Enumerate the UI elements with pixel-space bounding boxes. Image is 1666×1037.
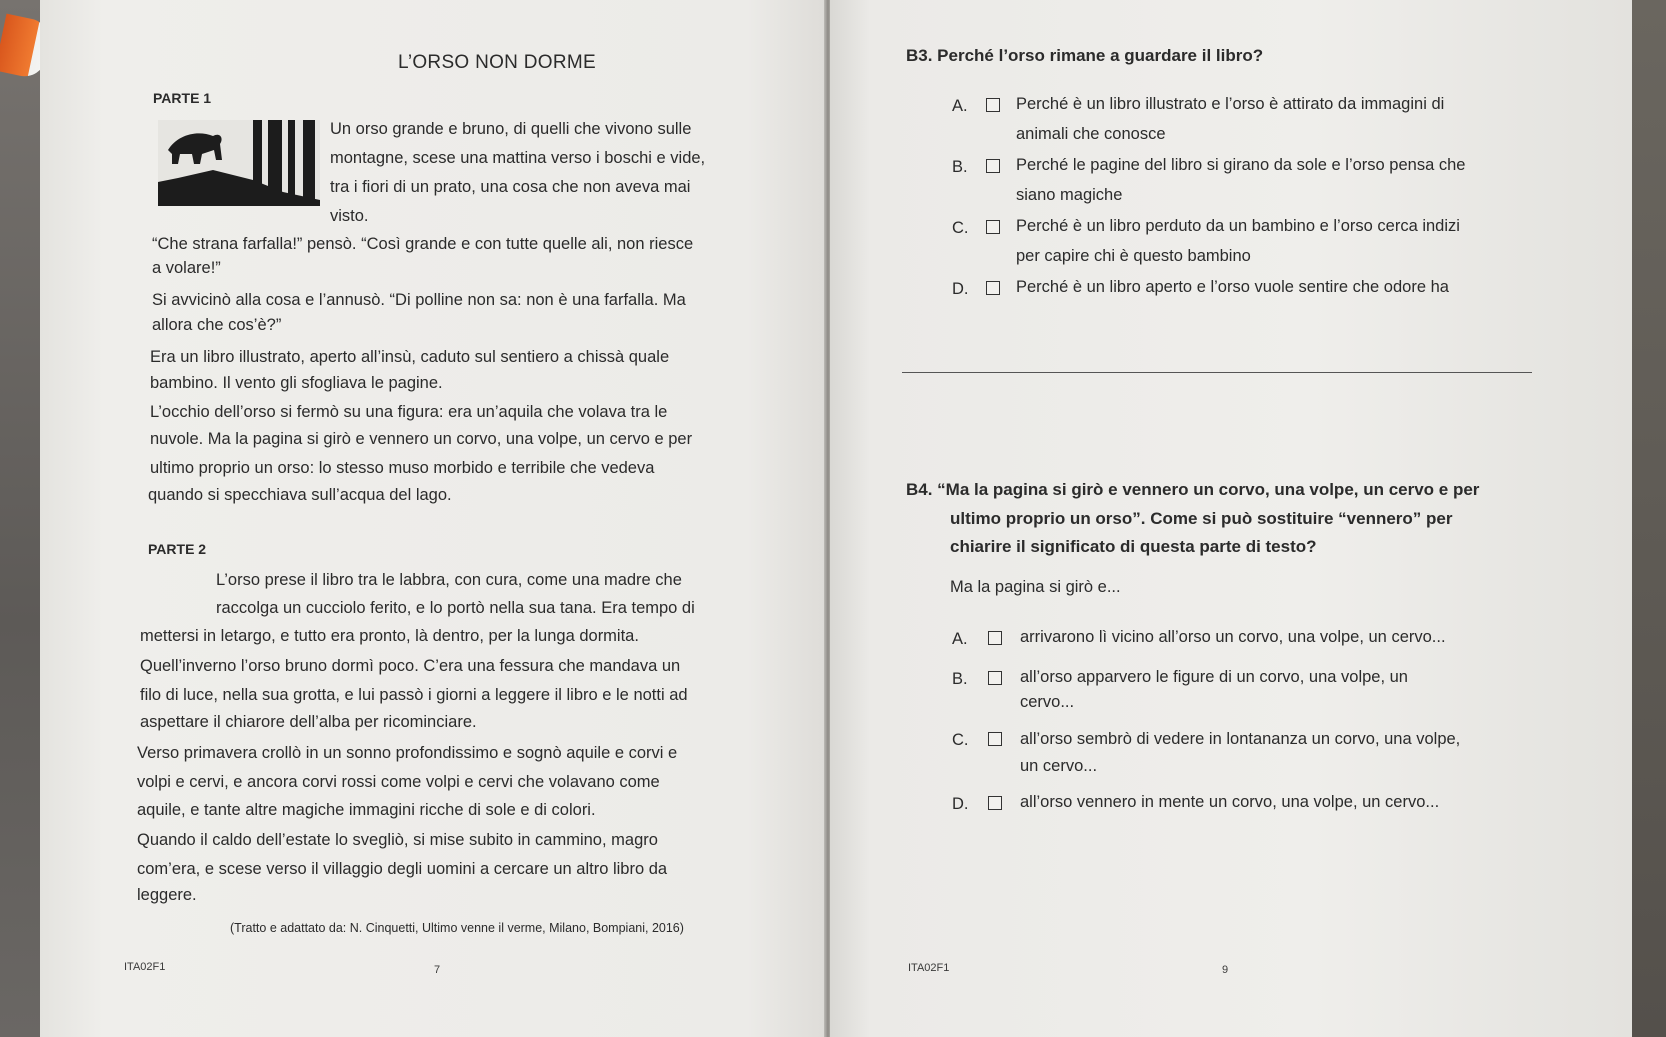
part1-line: bambino. Il vento gli sfogliava le pagine. <box>150 374 443 392</box>
b4-option-text: all’orso vennero in mente un corvo, una volpe, un cervo... <box>1020 793 1440 811</box>
part1-line: a volare!” <box>152 259 221 277</box>
part1-line: nuvole. Ma la pagina si girò e vennero un corvo, una volpe, un cervo e per <box>150 430 693 448</box>
b4-option-c-checkbox[interactable] <box>988 732 1002 746</box>
part2-line: raccolga un cucciolo ferito, e lo portò nella sua tana. Era tempo di <box>216 599 695 617</box>
part2-line: com’era, e scese verso il villaggio degli uomini a cercare un altro libro da <box>137 860 668 878</box>
question-b4: chiarire il significato di questa parte di testo? <box>950 537 1317 556</box>
part1-line: montagne, scese una mattina verso i boschi e vide, <box>330 149 706 167</box>
source-citation: (Tratto e adattato da: N. Cinquetti, Ultimo venne il verme, Milano, Bompiani, 2016) <box>230 921 684 935</box>
part1-line: quando si specchiava sull’acqua del lago. <box>148 486 452 504</box>
bear-forest-image <box>158 120 320 206</box>
b3-option-text: siano magiche <box>1016 186 1123 204</box>
part2-line: filo di luce, nella sua grotta, e lui passò i giorni a leggere il libro e le notti ad <box>140 686 688 704</box>
part1-line: Era un libro illustrato, aperto all’insù, caduto sul sentiero a chissà quale <box>150 348 670 366</box>
part1-line: visto. <box>330 207 369 225</box>
b3-option-c-checkbox[interactable] <box>986 220 1000 234</box>
part2-line: Quell’inverno l’orso bruno dormì poco. C’era una fessura che mandava un <box>140 657 681 675</box>
b4-option-letter: B. <box>952 670 968 688</box>
b3-option-text: Perché è un libro aperto e l’orso vuole sentire che odore ha <box>1016 278 1449 296</box>
question-b4: B4. “Ma la pagina si girò e vennero un corvo, una volpe, un cervo e per <box>906 480 1480 499</box>
b3-option-text: per capire chi è questo bambino <box>1016 247 1251 265</box>
story-title: L’ORSO NON DORME <box>398 52 596 73</box>
part1-line: L’occhio dell’orso si fermò su una figura: era un’aquila che volava tra le <box>150 403 668 421</box>
b4-option-letter: A. <box>952 630 968 648</box>
b3-option-b-checkbox[interactable] <box>986 159 1000 173</box>
b4-option-text: all’orso apparvero le figure di un corvo, una volpe, un <box>1020 668 1408 686</box>
b3-option-d-checkbox[interactable] <box>986 281 1000 295</box>
part2-label: PARTE 2 <box>148 541 207 557</box>
b3-option-letter: C. <box>952 219 969 237</box>
part1-line: “Che strana farfalla!” pensò. “Così grande e con tutte quelle ali, non riesce <box>152 235 694 253</box>
b3-option-text: Perché è un libro perduto da un bambino e l’orso cerca indizi <box>1016 217 1460 235</box>
b3-option-letter: D. <box>952 280 969 298</box>
b4-option-text: arrivarono lì vicino all’orso un corvo, una volpe, un cervo... <box>1020 628 1446 646</box>
part2-line: leggere. <box>137 886 197 904</box>
b4-option-text: cervo... <box>1020 693 1075 711</box>
part2-line: Verso primavera crollò in un sonno profondissimo e sognò aquile e corvi e <box>137 744 678 762</box>
page-number-left: 7 <box>434 964 441 976</box>
part2-line: mettersi in letargo, e tutto era pronto, là dentro, per la lunga dormita. <box>140 627 639 645</box>
b3-option-text: Perché è un libro illustrato e l’orso è attirato da immagini di <box>1016 95 1445 113</box>
part1-label: PARTE 1 <box>153 90 212 106</box>
divider-line <box>902 372 1532 373</box>
b4-option-letter: D. <box>952 795 969 813</box>
part1-line: tra i fiori di un prato, una cosa che non aveva mai <box>330 178 691 196</box>
part1-line: Si avvicinò alla cosa e l’annusò. “Di polline non sa: non è una farfalla. Ma <box>152 291 686 309</box>
part2-line: aspettare il chiarore dell’alba per ricominciare. <box>140 713 477 731</box>
page-number-right: 9 <box>1222 964 1229 976</box>
part2-line: Quando il caldo dell’estate lo svegliò, si mise subito in cammino, magro <box>137 831 658 849</box>
part2-line: volpi e cervi, e ancora corvi rossi come volpi e cervi che volavano come <box>137 773 660 791</box>
b4-option-text: un cervo... <box>1020 757 1098 775</box>
b4-option-b-checkbox[interactable] <box>988 671 1002 685</box>
b4-option-letter: C. <box>952 731 969 749</box>
part2-line: L’orso prese il libro tra le labbra, con cura, come una madre che <box>216 571 682 589</box>
question-b4: ultimo proprio un orso”. Come si può sostituire “vennero” per <box>950 509 1453 528</box>
b3-option-letter: B. <box>952 158 968 176</box>
b3-option-letter: A. <box>952 97 968 115</box>
part1-line: Un orso grande e bruno, di quelli che vivono sulle <box>330 120 692 138</box>
question-b3: B3. Perché l’orso rimane a guardare il libro? <box>906 46 1264 65</box>
b3-option-text: Perché le pagine del libro si girano da sole e l’orso pensa che <box>1016 156 1466 174</box>
footer-code-left: ITA02F1 <box>124 961 166 973</box>
b4-stem: Ma la pagina si girò e... <box>950 578 1121 596</box>
b4-option-text: all’orso sembrò di vedere in lontananza un corvo, una volpe, <box>1020 730 1461 748</box>
b3-option-a-checkbox[interactable] <box>986 98 1000 112</box>
part2-line: aquile, e tante altre magiche immagini ricche di sole e di colori. <box>137 801 596 819</box>
footer-code-right: ITA02F1 <box>908 962 950 974</box>
b3-option-text: animali che conosce <box>1016 125 1166 143</box>
part1-line: ultimo proprio un orso: lo stesso muso morbido e terribile che vedeva <box>150 459 655 477</box>
part1-line: allora che cos’è?” <box>152 316 282 334</box>
b4-option-d-checkbox[interactable] <box>988 796 1002 810</box>
b4-option-a-checkbox[interactable] <box>988 631 1002 645</box>
bear-illustration <box>158 120 320 206</box>
